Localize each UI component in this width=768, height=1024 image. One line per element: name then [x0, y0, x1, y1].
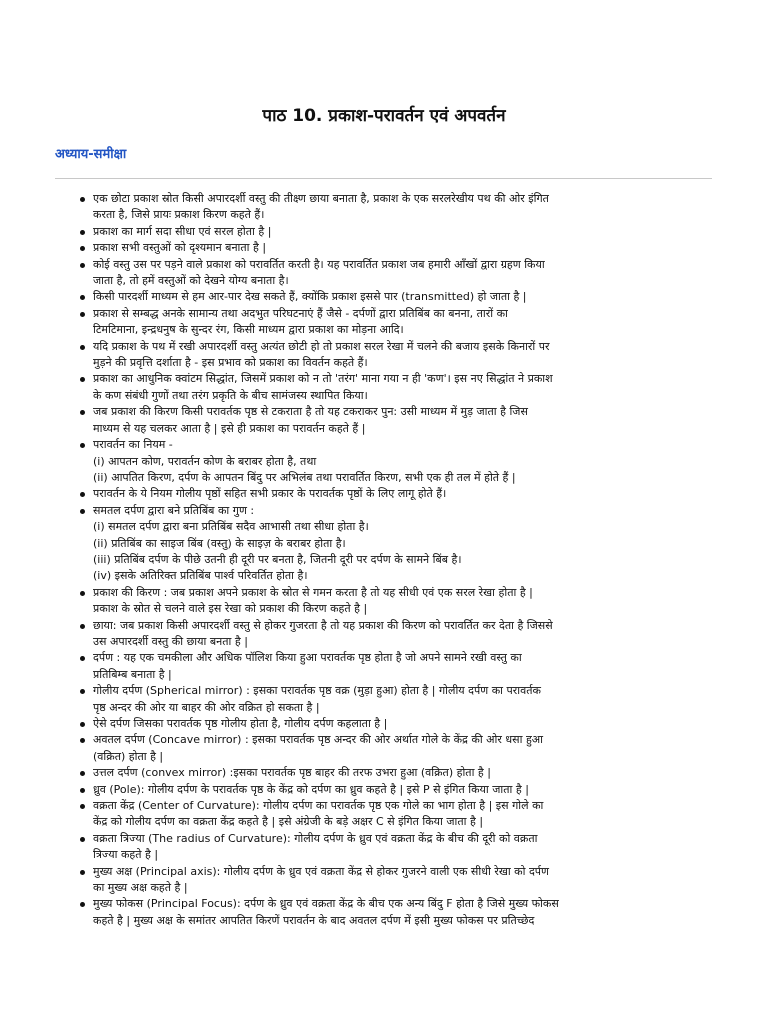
list-item-line: कोई वस्तु उस पर पड़ने वाले प्रकाश को परावर्तित करती है। यह परावर्तित प्रकाश जब हमारी आँखों द्वारा ग्रहण किया [93, 257, 545, 271]
list-item-line: प्रकाश का मार्ग सदा सीधा एवं सरल होता है | [93, 224, 272, 238]
list-item [93, 831, 717, 864]
list-item-line: प्रकाश का आधुनिक क्वांटम सिद्धांत, जिसमें प्रकाश को न तो 'तरंग' माना गया न ही 'कण'। इस नए सिद्धांत ने प्रकाश [93, 372, 553, 386]
list-item-line: जब प्रकाश की किरण किसी परावर्तक पृष्ठ से टकराता है तो यह टकराकर पुन: उसी माध्यम में मुड़ जाता है जिस [93, 405, 528, 419]
list-item [93, 683, 717, 716]
list-item-line: ऐसे दर्पण जिसका परावर्तक पृष्ठ गोलीय होता है, गोलीय दर्पण कहलाता है | [93, 717, 388, 730]
list-item-line: (iv) इसके अतिरिक्त प्रतिबिंब पार्श्व परिवर्तित होता है। [93, 569, 308, 583]
section-heading: अध्याय-समीक्षा [55, 147, 127, 162]
list-item [93, 306, 717, 339]
list-item-line: दर्पण : यह एक चमकीला और अधिक पॉलिश किया हुआ परावर्तक पृष्ठ होता है जो अपने सामने रखी वस्तु का [93, 651, 522, 665]
list-item [93, 650, 717, 683]
section-divider [55, 178, 712, 179]
list-item [93, 404, 717, 437]
list-item-line: (iii) प्रतिबिंब दर्पण के पीछे उतनी ही दूरी पर बनता है, जितनी दूरी पर दर्पण के सामने बिंब है। [93, 552, 462, 566]
list-item-line: प्रकाश सभी वस्तुओं को दृश्यमान बनाता है | [93, 241, 267, 255]
list-item-line: परावर्तन का नियम - [93, 438, 173, 452]
list-item-line: समतल दर्पण द्वारा बने प्रतिबिंब का गुण : [93, 503, 255, 517]
list-item [93, 798, 717, 831]
list-item-line: केंद्र को गोलीय दर्पण का वक्रता केंद्र कहते है | इसे अंग्रेजी के बड़े अक्षर C से इंगित किया जाता है | [93, 815, 484, 829]
list-item-line: टिमटिमाना, इन्द्रधनुष के सुन्दर रंग, किसी माध्यम द्वारा प्रकाश का मोड़ना आदि। [93, 323, 404, 337]
list-item-line: का मुख्य अक्ष कहते है | [93, 881, 188, 895]
list-item-line: एक छोटा प्रकाश स्रोत किसी अपारदर्शी वस्तु की तीक्ष्ण छाया बनाता है, प्रकाश के एक सरलरेखीय पथ की ओर इंगित [93, 192, 549, 205]
list-item-line: के कण संबंधी गुणों तथा तरंग प्रकृति के बीच सामंजस्य स्थापित किया। [93, 388, 368, 402]
list-item-line: अवतल दर्पण (Concave mirror) : इसका परावर्तक पृष्ठ अन्दर की ओर अर्थात गोले के केंद्र की ओर धसा हुआ [93, 733, 544, 747]
list-item [93, 503, 717, 585]
list-item [93, 289, 717, 305]
list-item-line: प्रकाश से सम्बद्ध अनके सामान्य तथा अदभुत परिघटनाएं हैं जैसे - दर्पणों द्वारा प्रतिबिंब का बनना, तारों का [93, 306, 508, 320]
list-item-line: उत्तल दर्पण (convex mirror) :इसका परावर्तक पृष्ठ बाहर की तरफ उभरा हुआ (वक्रित) होता है | [93, 766, 491, 780]
list-item-line: प्रकाश के स्रोत से चलने वाले इस रेखा को प्रकाश की किरण कहते है | [93, 602, 368, 616]
list-item-line: ध्रुव (Pole): गोलीय दर्पण के परावर्तक पृष्ठ के केंद्र को दर्पण का ध्रुव कहते है | इसे P से इंगित किया जाता है | [93, 782, 529, 796]
list-item [93, 765, 717, 781]
list-item-line: पृष्ठ अन्दर की ओर या बाहर की ओर वक्रित हो सकता है | [93, 700, 320, 714]
list-item-line: (i) आपतन कोण, परावर्तन कोण के बराबर होता है, तथा [93, 454, 317, 468]
list-item-line: वक्रता केंद्र (Center of Curvature): गोलीय दर्पण का परावर्तक पृष्ठ एक गोले का भाग होता है | इस गोले का [93, 799, 544, 813]
list-item [93, 716, 717, 732]
list-item-line: करता है, जिसे प्रायः प्रकाश किरण कहते हैं। [93, 208, 265, 222]
list-item-line: (वक्रित) होता है | [93, 749, 164, 763]
list-item [93, 257, 717, 290]
list-item-line: त्रिज्या कहते है | [93, 848, 159, 862]
list-item-line: परावर्तन के ये नियम गोलीय पृष्ठों सहित सभी प्रकार के परावर्तक पृष्ठों के लिए लागू होते हैं। [93, 487, 447, 501]
list-item-line: गोलीय दर्पण (Spherical mirror) : इसका परावर्तक पृष्ठ वक्र (मुड़ा हुआ) होता है | गोलीय दर्पण का परावर्तक [93, 684, 541, 698]
list-item-line: कहते है | मुख्य अक्ष के समांतर आपतित किरणें परावर्तन के बाद अवतल दर्पण में इसी मुख्य फोकस पर प्रतिच्छेद [93, 913, 535, 927]
list-item [93, 339, 717, 372]
list-item-line: किसी पारदर्शी माध्यम से हम आर-पार देख सकते हैं, क्योंकि प्रकाश इससे पार (transmitted) हो जाता है | [93, 290, 527, 304]
list-item [93, 864, 717, 897]
list-item-line: माध्यम से यह चलकर आता है | इसे ही प्रकाश का परावर्तन कहते हैं | [93, 421, 366, 435]
list-item-line: छाया: जब प्रकाश किसी अपारदर्शी वस्तु से होकर गुजरता है तो यह प्रकाश की किरण को परावर्तित कर देता है जिससे [93, 618, 553, 632]
list-item [93, 585, 717, 618]
summary-list [93, 191, 717, 929]
list-item [93, 486, 717, 502]
list-item [93, 437, 717, 486]
list-item [93, 896, 717, 929]
list-item-line: उस अपारदर्शी वस्तु की छाया बनता है | [93, 634, 248, 648]
page-title: पाठ 10. प्रकाश-परावर्तन एवं अपवर्तन [262, 106, 506, 126]
list-item [93, 240, 717, 256]
list-item-line: जाता है, तो हमें वस्तुओं को देखने योग्य बनाता है। [93, 274, 289, 288]
list-item-line: मुड़ने की प्रवृत्ति दर्शाता है - इस प्रभाव को प्रकाश का विवर्तन कहते हैं। [93, 356, 368, 370]
list-item-line: यदि प्रकाश के पथ में रखी अपारदर्शी वस्तु अत्यंत छोटी हो तो प्रकाश सरल रेखा में चलने की बजाय इसके किनारों पर [93, 339, 550, 353]
list-item [93, 782, 717, 798]
list-item [93, 191, 717, 224]
list-item-line: प्रतिबिम्ब बनाता है | [93, 667, 172, 681]
list-item-line: (ii) प्रतिबिंब का साइज बिंब (वस्तु) के साइज़ के बराबर होता है। [93, 536, 346, 550]
list-item [93, 732, 717, 765]
list-item-line: (ii) आपतित किरण, दर्पण के आपतन बिंदु पर अभिलंब तथा परावर्तित किरण, सभी एक ही तल में होते हैं | [93, 470, 516, 484]
list-item [93, 224, 717, 240]
list-item [93, 618, 717, 651]
list-item-line: वक्रता त्रिज्या (The radius of Curvature): गोलीय दर्पण के ध्रुव एवं वक्रता केंद्र के बीच की दूरी को वक्रता [93, 831, 538, 845]
list-item-line: मुख्य अक्ष (Principal axis): गोलीय दर्पण के ध्रुव एवं वक्रता केंद्र से होकर गुजरने वाली एक सीधी रेखा को दर्पण [93, 864, 550, 878]
list-item-line: मुख्य फोकस (Principal Focus): दर्पण के ध्रुव एवं वक्रता केंद्र के बीच एक अन्य बिंदु F होता है जिसे मुख्य फोकस [93, 897, 559, 911]
list-item-line: (i) समतल दर्पण द्वारा बना प्रतिबिंब सदैव आभासी तथा सीधा होता है। [93, 520, 369, 534]
list-item-line: प्रकाश की किरण : जब प्रकाश अपने प्रकाश के स्रोत से गमन करता है तो यह सीधी एवं एक सरल रेखा होता है | [93, 585, 533, 599]
list-item [93, 371, 717, 404]
